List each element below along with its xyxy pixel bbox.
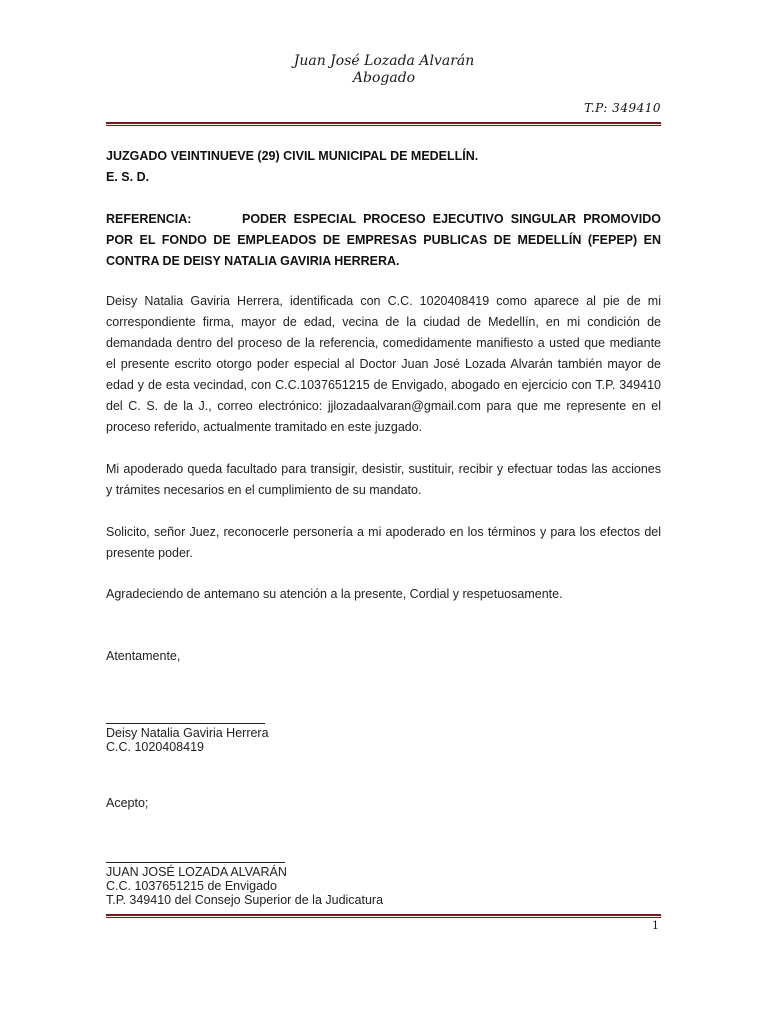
signature-2-cc: C.C. 1037651215 de Envigado bbox=[106, 879, 277, 893]
signature-1-name: Deisy Natalia Gaviria Herrera bbox=[106, 726, 269, 740]
letterhead-tp: T.P: 349410 bbox=[584, 101, 661, 115]
body-paragraph-4: Agradeciendo de antemano su atención a la presente, Cordial y respetuosamente. bbox=[106, 587, 563, 601]
letterhead-title: Abogado bbox=[352, 70, 416, 86]
body-paragraph-3: Solicito, señor Juez, reconocerle personería a mi apoderado en los términos y para los efectos del presente poder. bbox=[106, 525, 661, 560]
accept-text: Acepto; bbox=[106, 796, 149, 810]
signature-1-cc: C.C. 1020408419 bbox=[106, 740, 204, 754]
closing-text: Atentamente, bbox=[106, 649, 181, 663]
reference-block bbox=[106, 209, 661, 272]
page-number: 1 bbox=[652, 919, 659, 932]
reference-text: PODER ESPECIAL PROCESO EJECUTIVO SINGULAR PROMOVIDO POR EL FONDO DE EMPLEADOS DE EMPRESAS PUBLICAS DE MEDELLÍN (FEPEP) EN CONTRA DE DEISY NATALIA GAVIRIA HERRERA. bbox=[106, 212, 661, 268]
body-paragraph-1: Deisy Natalia Gaviria Herrera, identificada con C.C. 1020408419 como aparece al pie de mi correspondiente firma, mayor de edad, vecina de la ciudad de Medellín, en mi condición de demandada dentro del proceso de la referencia, comedidamente manifiesto a usted que mediante el presente escrito otorgo poder especial al Doctor Juan José Lozada Alvarán también mayor de edad y de esta vecindad, con C.C.1037651215 de Envigado, abogado en ejercicio con T.P. 349410 del C. S. de la J., correo electrónico: jjlozadaalvaran@gmail.com para que me represente en el proceso referido, actualmente tramitado en este juzgado. bbox=[106, 294, 661, 434]
body-paragraph-2: Mi apoderado queda facultado para transigir, desistir, sustituir, recibir y efectuar todas las acciones y trámites necesarios en el cumplimiento de su mandato. bbox=[106, 462, 661, 497]
signature-line-2 bbox=[106, 862, 285, 863]
header-rule bbox=[106, 122, 661, 126]
letterhead-name: Juan José Lozada Alvarán bbox=[293, 53, 475, 69]
signature-2-name: JUAN JOSÉ LOZADA ALVARÁN bbox=[106, 865, 287, 879]
footer-rule bbox=[106, 914, 661, 918]
esd-line: E. S. D. bbox=[106, 170, 150, 184]
signature-line-1 bbox=[106, 723, 265, 724]
court-line: JUZGADO VEINTINUEVE (29) CIVIL MUNICIPAL DE MEDELLÍN. bbox=[106, 149, 479, 163]
reference-label: REFERENCIA: bbox=[106, 212, 192, 226]
signature-2-tp: T.P. 349410 del Consejo Superior de la Judicatura bbox=[106, 893, 384, 907]
